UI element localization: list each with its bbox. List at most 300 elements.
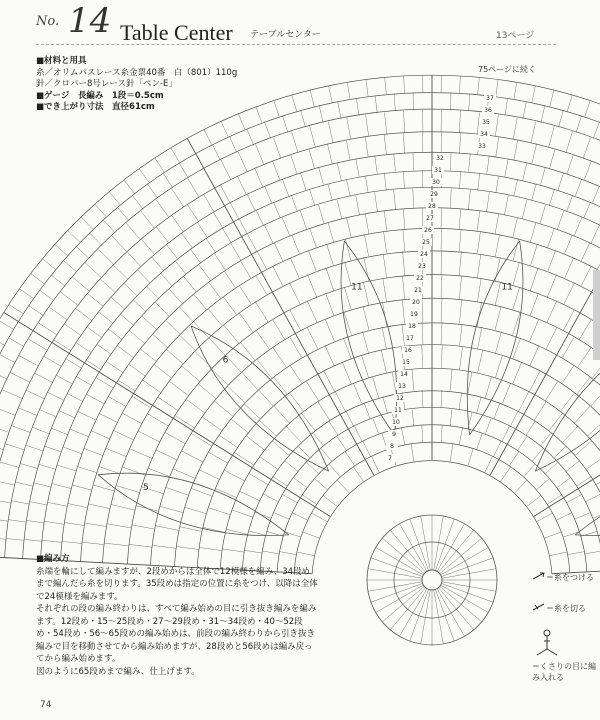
stitch-post [522, 200, 527, 219]
stitch-post [422, 298, 423, 322]
stitch-post [366, 79, 368, 96]
stitch-post [478, 77, 480, 94]
stitch-post [556, 513, 571, 520]
stitch-post [240, 491, 260, 500]
stitch-post [477, 433, 483, 449]
stitch-post [284, 460, 298, 471]
stitch-post [184, 277, 197, 293]
stitch-post [166, 349, 183, 364]
stitch-post [291, 155, 297, 174]
stitch-post [104, 543, 129, 546]
stitch-post [76, 376, 92, 385]
row-number: 13 [398, 383, 406, 390]
row-ring [197, 345, 600, 568]
stitch-post [255, 169, 263, 187]
stitch-post [363, 307, 369, 330]
row-number: 24 [420, 251, 428, 258]
stitch-post [392, 372, 396, 394]
row-number: 10 [392, 419, 400, 426]
stitch-post [290, 258, 299, 278]
stitch-post [383, 254, 387, 279]
stitch-post [291, 195, 297, 212]
page-reference: 13ページ [496, 31, 535, 41]
stitch-post [15, 482, 33, 486]
stitch-post [550, 90, 554, 107]
stitch-post [441, 208, 442, 228]
row-number: 20 [412, 299, 420, 306]
stitch-post [152, 257, 164, 271]
stitch-post [95, 204, 106, 217]
stitch-post [510, 411, 518, 427]
stitch-post [356, 159, 359, 177]
stitch-post [509, 452, 519, 466]
stitch-post [76, 246, 89, 258]
stitch-post [39, 410, 56, 417]
stitch-post [0, 443, 3, 449]
stitch-post [468, 372, 472, 394]
stitch-post [562, 337, 574, 358]
row-number: 29 [430, 191, 438, 198]
stitch-post [385, 77, 387, 94]
stitch-post [459, 276, 461, 299]
legend-cut: ＝糸を切る [546, 604, 586, 613]
stitch-post [215, 254, 226, 271]
stitch-post [381, 351, 386, 374]
stitch-post [495, 257, 500, 282]
stitch-post [581, 243, 590, 261]
stitch-post [163, 173, 173, 188]
stitch-post [208, 337, 225, 355]
stitch-post [238, 114, 245, 130]
stitch-post [337, 200, 342, 219]
materials-gauge: ■ゲージ 長編み 1段＝0.5cm [36, 90, 164, 101]
stitch-post [0, 425, 9, 432]
stitch-post [52, 484, 71, 489]
stitch-post [66, 359, 81, 368]
stitch-post [478, 327, 482, 350]
stitch-post [563, 426, 578, 442]
row-number: 37 [486, 95, 494, 102]
stitch-post [513, 262, 520, 286]
stitch-post [24, 539, 42, 541]
stitch-post [209, 282, 221, 298]
stitch-post [534, 401, 546, 420]
stitch-post [590, 389, 600, 406]
stitch-post [81, 217, 93, 229]
stitch-post [198, 384, 216, 399]
stitch-post [188, 179, 199, 198]
stitch-post [97, 344, 112, 354]
stitch-post [65, 523, 85, 526]
stitch-post [249, 531, 266, 536]
row-ring [0, 75, 600, 553]
stitch-post [459, 251, 461, 276]
stitch-post [256, 144, 264, 164]
instructions-heading: ■編み方 [36, 554, 70, 564]
stitch-post [5, 444, 24, 450]
stitch-post [99, 414, 117, 423]
stitch-post [422, 208, 423, 228]
stitch-post [199, 265, 211, 281]
stitch-post [282, 179, 288, 196]
stitch-post [44, 521, 64, 524]
stitch-post [495, 115, 498, 137]
stitch-post [124, 283, 137, 296]
stitch-post [568, 552, 585, 555]
stitch-post [247, 194, 255, 210]
stitch-post [62, 541, 82, 543]
stitch-post [496, 79, 498, 96]
stitch-post [141, 211, 155, 228]
stitch-post [496, 176, 499, 194]
stitch-post [565, 235, 573, 254]
stitch-post [567, 95, 572, 111]
stitch-post [78, 467, 97, 473]
stitch-post [99, 312, 113, 323]
stitch-post [327, 244, 334, 265]
stitch-post [329, 464, 340, 477]
stitch-post [199, 470, 220, 480]
stitch-post [450, 409, 452, 426]
stitch-post [560, 393, 574, 411]
stitch-post [85, 523, 107, 527]
stitch-post [513, 338, 521, 360]
stitch-post [303, 532, 320, 538]
pattern-number: 14 [68, 1, 112, 41]
stitch-post [0, 337, 4, 345]
stitch-post [185, 507, 207, 514]
stitch-post [35, 373, 53, 382]
stitch-post [353, 383, 361, 403]
stitch-post [411, 444, 414, 462]
row-number: 23 [418, 263, 426, 270]
stitch-post [365, 176, 368, 194]
stitch-post [459, 428, 462, 445]
stitch-post [222, 549, 244, 552]
stitch-post [530, 319, 539, 341]
stitch-post [347, 218, 352, 238]
stitch-post [328, 122, 333, 144]
stitch-post [468, 448, 473, 465]
stitch-post [530, 268, 538, 292]
stitch-post [356, 98, 359, 116]
stitch-post [133, 300, 146, 312]
stitch-post [108, 397, 125, 407]
stitch-post [292, 235, 300, 254]
stitch-post [249, 473, 268, 484]
stitch-post [0, 321, 13, 330]
stitch-post [362, 356, 369, 378]
stitch-post [169, 289, 182, 304]
stitch-post [584, 202, 591, 219]
stitch-post [450, 369, 452, 391]
row-number: 33 [478, 143, 486, 150]
row-ring [61, 208, 600, 561]
stitch-post [513, 239, 518, 260]
stitch-post [588, 420, 600, 436]
stitch-post [373, 419, 379, 435]
stitch-post [591, 226, 600, 244]
stitch-post [166, 487, 189, 495]
stitch-post [505, 159, 508, 177]
stitch-post [541, 105, 545, 123]
row-number: 9 [392, 431, 396, 438]
page-number: 74 [40, 700, 52, 710]
stitch-post [550, 149, 556, 168]
stitch-post [403, 171, 404, 189]
stitch-post [468, 190, 470, 210]
stitch-post [265, 122, 271, 139]
stitch-post [554, 446, 567, 459]
stitch-post [575, 513, 591, 520]
stitch-post [76, 343, 91, 353]
stitch-post [384, 135, 386, 155]
stitch-post [364, 235, 368, 257]
row-ring [0, 90, 600, 555]
stitch-post [285, 532, 301, 537]
stitch-post [2, 390, 22, 399]
stitch-post [100, 279, 115, 292]
stitch-post [6, 539, 24, 541]
stitch-post [549, 189, 554, 206]
stitch-post [494, 441, 502, 456]
row-number: 32 [436, 155, 444, 162]
stitch-post [222, 228, 231, 243]
stitch-post [478, 351, 483, 374]
stitch-post [404, 76, 405, 93]
stitch-post [146, 286, 159, 299]
stitch-post [550, 552, 568, 556]
stitch-post [30, 502, 48, 505]
stitch-post [524, 464, 535, 477]
stitch-post [459, 300, 462, 324]
stitch-post [532, 86, 536, 103]
stitch-post [172, 189, 184, 207]
stitch-post [18, 408, 37, 416]
stitch-post [496, 137, 499, 157]
materials-yarn: 糸／オリムパスレース糸金票40番 白（801）110g [36, 67, 238, 78]
pattern-mark: 11 [501, 282, 513, 293]
stitch-post [563, 310, 574, 330]
row-ring [260, 407, 600, 571]
stitch-post [87, 394, 105, 404]
stitch-post [55, 244, 68, 255]
stitch-post [371, 456, 379, 472]
stitch-post [166, 320, 180, 334]
stitch-post [567, 195, 573, 212]
stitch-post [11, 426, 30, 433]
stitch-post [208, 508, 230, 515]
stitch-post [383, 302, 387, 326]
row-number: 16 [404, 347, 412, 354]
stitch-post [563, 532, 579, 537]
stitch-post [175, 261, 186, 275]
stitch-post [441, 345, 442, 368]
stitch-post [450, 444, 453, 462]
stitch-post [212, 144, 220, 160]
page-title: Table Center [120, 20, 233, 45]
stitch-post [247, 129, 254, 146]
stitch-post [63, 260, 77, 272]
stitch-post [238, 176, 247, 194]
stitch-post [547, 274, 557, 297]
stitch-post [565, 258, 574, 278]
stitch-post [91, 431, 109, 439]
stitch-post [142, 380, 160, 393]
stitch-post [206, 238, 216, 253]
stitch-post [450, 152, 451, 170]
stitch-post [39, 323, 58, 335]
stitch-post [527, 495, 541, 506]
stitch-post [290, 337, 302, 358]
stitch-post [172, 215, 184, 231]
stitch-post [26, 520, 44, 523]
stitch-post [239, 218, 248, 234]
stitch-post [67, 393, 83, 401]
row-number: 25 [422, 239, 430, 246]
stitch-post [338, 101, 342, 119]
stitch-post [216, 489, 237, 498]
stitch-post [581, 266, 591, 286]
stitch-post [441, 322, 442, 345]
stitch-post [384, 211, 387, 231]
stitch-post [337, 163, 341, 181]
stitch-post [137, 270, 149, 283]
pattern-mark: 5 [143, 482, 149, 493]
stitch-post [239, 286, 251, 304]
stitch-post [413, 92, 414, 110]
stitch-post [47, 392, 63, 400]
stitch-post [68, 230, 80, 242]
stitch-post [485, 377, 491, 398]
stitch-post [441, 390, 442, 408]
stitch-post [403, 209, 405, 229]
stitch-post [382, 327, 386, 350]
stitch-post [182, 233, 193, 248]
stitch-post [562, 365, 575, 384]
stitch-post [158, 397, 179, 411]
stitch-post [76, 309, 92, 321]
stitch-post [203, 527, 225, 532]
stitch-post [204, 130, 212, 145]
stitch-post [487, 192, 490, 212]
stitch-post [88, 294, 103, 307]
stitch-post [190, 249, 201, 264]
stitch-post [422, 390, 423, 408]
stitch-post [477, 397, 482, 414]
row-ring [150, 298, 600, 565]
row-ring [127, 275, 600, 564]
stitch-post [8, 520, 26, 523]
stitch-post [191, 433, 212, 446]
stitch-post [265, 186, 272, 203]
stitch-post [88, 504, 110, 509]
stitch-post [383, 279, 387, 302]
row-number: 15 [402, 359, 410, 366]
stitch-post [103, 220, 115, 233]
stitch-post [132, 195, 143, 209]
stitch-post [347, 82, 350, 99]
stitch-post [477, 211, 480, 231]
stitch-post [477, 231, 480, 253]
row-number: 21 [414, 287, 422, 294]
stitch-post [578, 347, 592, 367]
stitch-post [290, 310, 301, 330]
instructions-paragraph: 図のように65段めまで編み、仕上げます。 [36, 666, 200, 677]
stitch-post [294, 478, 308, 488]
stitch-post [337, 437, 346, 451]
stitch-post [441, 298, 442, 322]
stitch-post [545, 532, 562, 538]
stitch-post [230, 203, 239, 219]
stitch-post [51, 275, 65, 286]
stitch-post [229, 136, 237, 152]
stitch-post [283, 495, 298, 503]
stitch-post [153, 334, 168, 347]
stitch-post [495, 283, 500, 305]
stitch-post [495, 356, 502, 378]
stitch-post [231, 244, 241, 261]
stitch-post [311, 513, 327, 522]
stitch-post [169, 381, 189, 396]
stitch-post [85, 263, 101, 278]
stitch-post [152, 545, 176, 548]
stitch-post [107, 362, 124, 373]
stitch-post [579, 320, 591, 340]
stitch-post [310, 126, 316, 147]
stitch-post [592, 359, 600, 378]
stitch-post [319, 105, 323, 123]
instructions-block [36, 553, 318, 678]
stitch-post [530, 223, 536, 242]
stitch-post [328, 144, 333, 164]
row-number: 31 [434, 167, 442, 174]
stitch-post [286, 426, 301, 442]
stitch-post [32, 427, 49, 434]
stitch-post [384, 231, 387, 253]
stitch-post [0, 518, 8, 521]
pineapple-motif [467, 241, 523, 435]
stitch-post [531, 244, 538, 265]
row-number: 35 [482, 119, 490, 126]
stitch-post [29, 339, 48, 350]
stitch-post [130, 331, 145, 344]
stitch-post [227, 386, 244, 403]
stitch-post [585, 551, 600, 554]
stitch-post [0, 537, 6, 539]
stitch-post [89, 233, 102, 246]
stitch-post [129, 364, 145, 376]
stitch-post [518, 437, 527, 451]
stitch-post [242, 372, 258, 390]
stitch-post [402, 428, 405, 445]
stitch-post [274, 406, 289, 423]
stitch-post [422, 322, 423, 345]
stitch-post [0, 500, 11, 504]
stitch-post [548, 229, 555, 248]
stitch-post [155, 526, 179, 531]
stitch-post [231, 419, 249, 433]
stitch-post [165, 433, 185, 444]
stitch-post [239, 312, 254, 332]
stitch-post [541, 167, 546, 184]
stitch-post [129, 544, 152, 547]
stitch-post [307, 462, 319, 474]
stitch-post [373, 377, 379, 398]
stitch-post [139, 169, 149, 183]
row-number: 7 [388, 455, 392, 462]
stitch-post [202, 417, 222, 431]
